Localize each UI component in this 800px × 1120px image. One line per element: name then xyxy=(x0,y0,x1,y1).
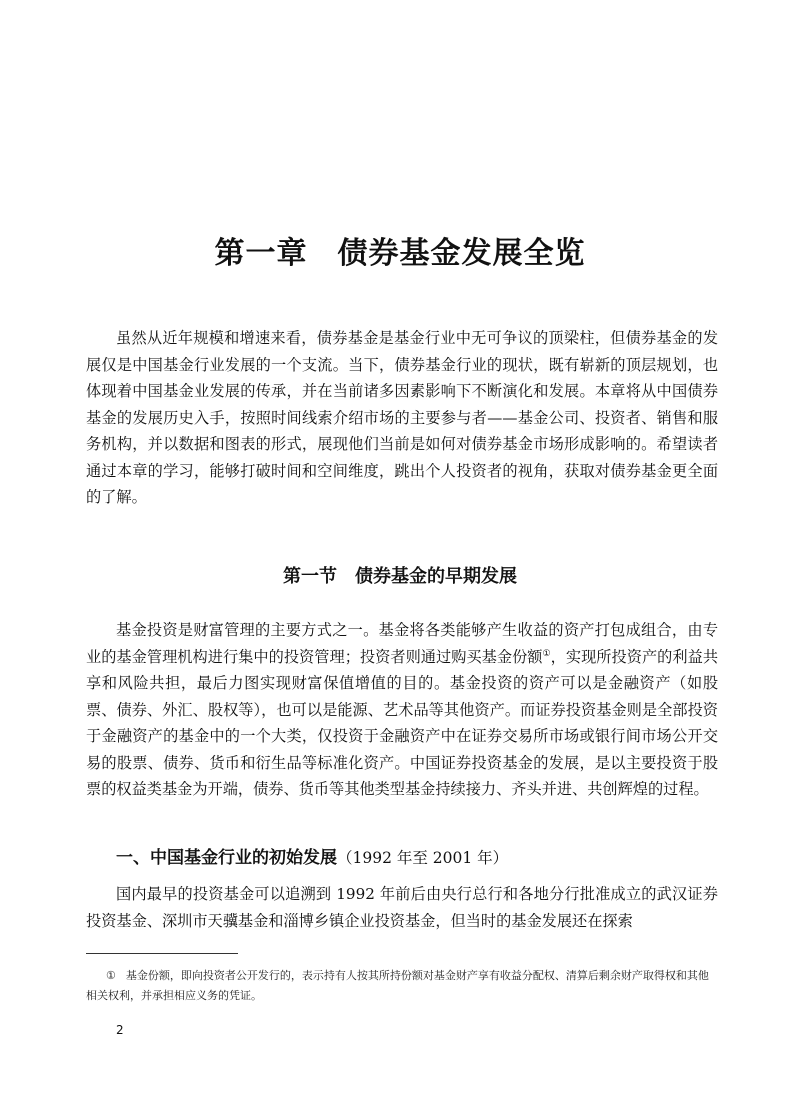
footnote xyxy=(86,966,718,1006)
subsection-name: 一、中国基金行业的初始发展 xyxy=(116,848,337,868)
footnote-text: 基金份额，即向投资者公开发行的，表示持有人按其所持份额对基金财产享有收益分配权、清算后剩余财产取得权和其他相关权利，并承担相应义务的凭证。 xyxy=(86,969,709,1002)
subsection-title xyxy=(116,843,508,868)
chapter-label: 第一章 xyxy=(214,236,308,271)
body-paragraph: 国内最早的投资基金可以追溯到 1992 年前后由央行总行和各地分行批准成立的武汉证券投资基金、深圳市天骥基金和淄博乡镇企业投资基金，但当时的基金发展还在探索 xyxy=(86,885,718,930)
footnote-divider xyxy=(86,953,238,954)
paragraph-text-before-note: 基金投资是财富管理的主要方式之一。基金将各类能够产生收益的资产打包成组合，由专业的基金管理机构进行集中的投资管理；投资者则通过购买基金份额 xyxy=(86,621,718,666)
page-number: 2 xyxy=(116,1023,124,1037)
chapter-name: 债券基金发展全览 xyxy=(337,236,586,271)
paragraph-text-after-note: ，实现所投资产的利益共享和风险共担，最后力图实现财富保值增值的目的。基金投资的资产可以是金融资产（如股票、债券、外汇、股权等），也可以是能源、艺术品等其他资产。而证券投资基金则是全部投资于金融资产的基金中的一个大类，仅投资于金融资产中在证券交易所市场或银行间市场公开交易的股票、债券、货币和衍生品等标准化资产。中国证券投资基金的发展，是以主要投资于股票的权益类基金为开端，债券、货币等其他类型基金持续接力、齐头并进、共创辉煌的过程。 xyxy=(86,647,719,798)
subsection-years: （1992 年至 2001 年） xyxy=(337,849,509,867)
footnote-mark: ① xyxy=(106,969,116,982)
chapter-intro-paragraph: 虽然从近年规模和增速来看，债券基金是基金行业中无可争议的顶梁柱，但债券基金的发展仅是中国基金行业发展的一个支流。当下，债券基金行业的现状，既有崭新的顶层规划，也体现着中国基金业发展的传承，并在当前诸多因素影响下不断演化和发展。本章将从中国债券基金的发展历史入手，按照时间线索介绍市场的主要参与者——基金公司、投资者、销售和服务机构，并以数据和图表的形式，展现他们当前是如何对债券基金市场形成影响的。希望读者通过本章的学习，能够打破时间和空间维度，跳出个人投资者的视角，获取对债券基金更全面的了解。 xyxy=(86,329,718,506)
section-name: 债券基金的早期发展 xyxy=(355,566,517,587)
section-label: 第一节 xyxy=(283,566,337,587)
body-paragraph xyxy=(86,617,718,803)
footnote-reference[interactable]: ① xyxy=(542,648,551,659)
section-title xyxy=(0,562,800,588)
chapter-title xyxy=(0,228,800,272)
